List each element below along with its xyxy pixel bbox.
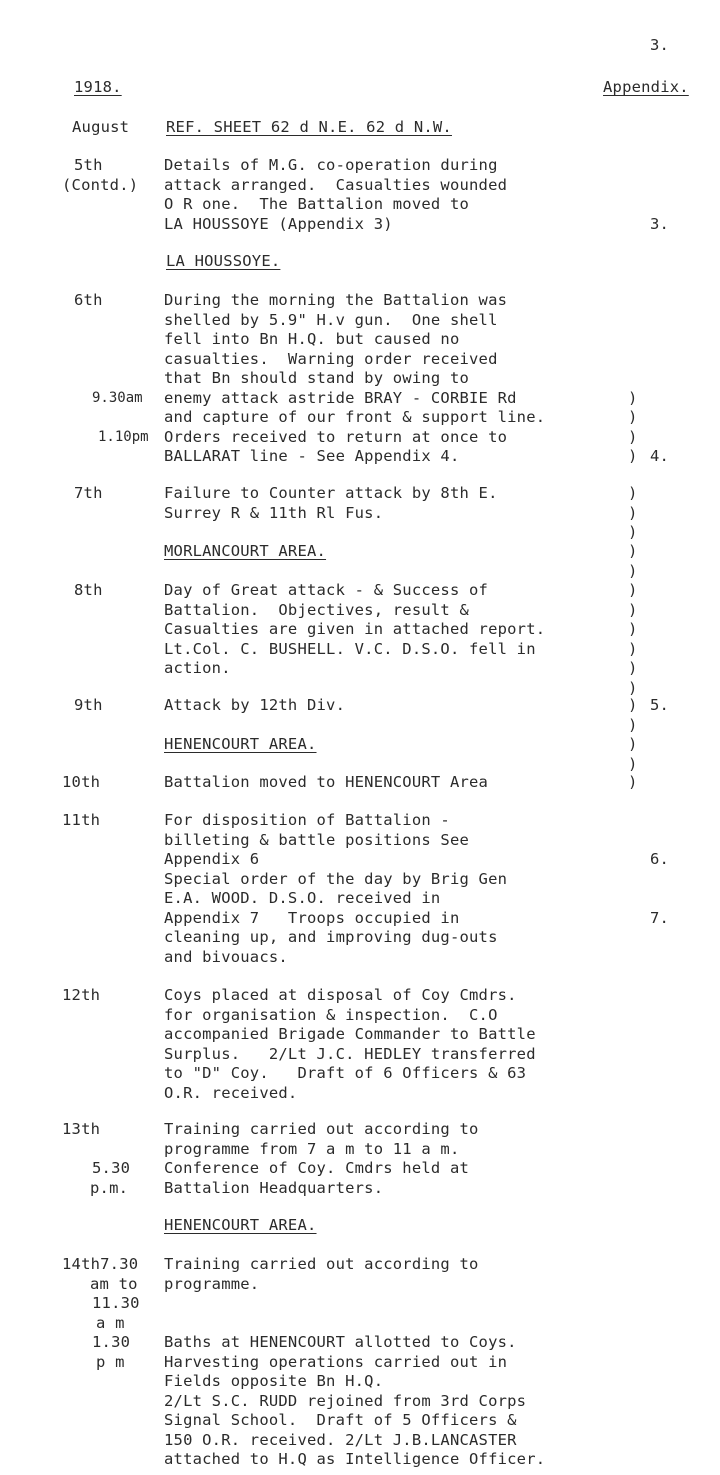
section-heading-henencourt: HENENCOURT AREA. — [164, 735, 317, 753]
entry-date-11th: 11th — [62, 811, 101, 829]
entry-14th-time-5: p m — [96, 1352, 125, 1371]
entry-10th-line-1: Battalion moved to HENENCOURT Area — [164, 773, 489, 791]
appendix-ref-4: 4. — [650, 447, 670, 465]
section-heading-morlancourt: MORLANCOURT AREA. — [164, 542, 327, 560]
entry-13th-line-4: Battalion Headquarters. — [164, 1178, 384, 1197]
appendix-ref-5: 5. — [650, 696, 670, 714]
entry-11th-line-3: Appendix 6 — [164, 850, 260, 868]
entry-6th-line-4: casualties. Warning order received — [164, 349, 498, 368]
entry-date-6th: 6th — [74, 291, 103, 309]
entry-12th-line-5: to "D" Coy. Draft of 6 Officers & 63 — [164, 1064, 527, 1082]
entry-14th-line-6: 2/Lt S.C. RUDD rejoined from 3rd Corps — [164, 1391, 527, 1410]
entry-14th-line-7: Signal School. Draft of 5 Officers & — [164, 1411, 517, 1429]
entry-8th-line-5: action. — [164, 659, 231, 677]
reference-sheet: REF. SHEET 62 d N.E. 62 d N.W. — [166, 118, 452, 136]
entry-13th-line-3: Conference of Coy. Cmdrs held at — [164, 1159, 470, 1177]
bracket-mark: ) — [628, 503, 638, 522]
entry-5th-line-4: LA HOUSSOYE (Appendix 3) — [164, 214, 393, 233]
entry-date-14th: 14th7.30 — [62, 1255, 139, 1273]
bracket-mark: ) — [628, 715, 638, 734]
entry-date-5th: 5th — [74, 156, 103, 174]
year-heading: 1918. — [74, 78, 122, 96]
section-heading-henencourt: HENENCOURT AREA. — [164, 1216, 317, 1234]
entry-14th-line-5: Fields opposite Bn H.Q. — [164, 1372, 384, 1390]
entry-date-10th: 10th — [62, 773, 101, 791]
entry-6th-line-6: enemy attack astride BRAY - CORBIE Rd — [164, 388, 517, 407]
entry-11th-line-6: Appendix 7 Troops occupied in — [164, 908, 460, 927]
entry-13th-line-1: Training carried out according to — [164, 1120, 479, 1138]
entry-14th-line-1: Training carried out according to — [164, 1255, 479, 1273]
entry-14th-time-3: a m — [96, 1313, 125, 1332]
bracket-mark: ) — [628, 773, 638, 791]
entry-14th-line-2: programme. — [164, 1274, 260, 1293]
entry-6th-line-3: fell into Bn H.Q. but caused no — [164, 330, 460, 348]
entry-13th-time-suffix: p.m. — [90, 1178, 129, 1197]
entry-11th-line-5: E.A. WOOD. D.S.O. received in — [164, 889, 441, 907]
entry-6th-line-5: that Bn should stand by owing to — [164, 369, 470, 387]
bracket-mark: ) — [628, 542, 638, 560]
entry-14th-time-1: am to — [90, 1274, 138, 1293]
entry-12th-line-3: accompanied Brigade Commander to Battle — [164, 1025, 536, 1043]
entry-12th-line-4: Surplus. 2/Lt J.C. HEDLEY transferred — [164, 1044, 536, 1063]
entry-6th-line-9: BALLARAT line - See Appendix 4. — [164, 447, 460, 465]
entry-11th-line-7: cleaning up, and improving dug-outs — [164, 928, 498, 946]
entry-date-13th: 13th — [62, 1120, 101, 1138]
entry-11th-line-8: and bivouacs. — [164, 947, 288, 966]
entry-6th-line-7: and capture of our front & support line. — [164, 408, 546, 426]
entry-13th-time: 5.30 — [92, 1159, 131, 1177]
entry-5th-line-3: O R one. The Battalion moved to — [164, 195, 470, 213]
bracket-mark: ) — [628, 659, 638, 677]
entry-8th-line-2: Battalion. Objectives, result & — [164, 600, 470, 619]
entry-5th-line-2: attack arranged. Casualties wounded — [164, 175, 508, 194]
entry-12th-line-1: Coys placed at disposal of Coy Cmdrs. — [164, 986, 517, 1004]
entry-9th-line-1: Attack by 12th Div. — [164, 696, 346, 714]
entry-5th-line-1: Details of M.G. co-operation during — [164, 156, 498, 174]
entry-11th-line-1: For disposition of Battalion - — [164, 811, 450, 829]
entry-8th-line-1: Day of Great attack - & Success of — [164, 581, 489, 599]
section-heading-la-houssoye: LA HOUSSOYE. — [166, 252, 281, 270]
entry-6th-line-2: shelled by 5.9" H.v gun. One shell — [164, 310, 498, 329]
entry-14th-line-8: 150 O.R. received. 2/Lt J.B.LANCASTER — [164, 1430, 517, 1449]
appendix-ref-3: 3. — [650, 214, 670, 233]
entry-6th-time-0930: 9.30am — [92, 389, 143, 406]
bracket-mark: ) — [628, 754, 638, 773]
entry-date-7th: 7th — [74, 484, 103, 502]
entry-14th-line-3: Baths at HENENCOURT allotted to Coys. — [164, 1333, 517, 1351]
entry-date-9th: 9th — [74, 696, 103, 714]
entry-11th-line-2: billeting & battle positions See — [164, 830, 470, 849]
bracket-mark: ) — [628, 581, 638, 599]
appendix-ref-7: 7. — [650, 908, 670, 927]
bracket-mark: ) — [628, 561, 638, 580]
entry-7th-line-1: Failure to Counter attack by 8th E. — [164, 484, 498, 502]
entry-14th-line-9: attached to H.Q as Intelligence Officer. — [164, 1450, 546, 1468]
entry-6th-line-8: Orders received to return at once to — [164, 427, 508, 446]
entry-date-contd: (Contd.) — [62, 175, 139, 194]
bracket-mark: ) — [628, 620, 638, 638]
bracket-mark: ) — [628, 484, 638, 502]
entry-12th-line-6: O.R. received. — [164, 1083, 298, 1102]
month-label: August — [72, 118, 130, 136]
entry-13th-line-2: programme from 7 a m to 11 a m. — [164, 1139, 460, 1158]
entry-14th-time-4: 1.30 — [92, 1333, 131, 1351]
bracket-mark: ) — [628, 735, 638, 753]
entry-8th-line-4: Lt.Col. C. BUSHELL. V.C. D.S.O. fell in — [164, 639, 536, 658]
entry-date-8th: 8th — [74, 581, 103, 599]
bracket-mark: ) — [628, 447, 638, 465]
bracket-mark: ) — [628, 388, 638, 407]
page-number: 3. — [650, 36, 670, 54]
bracket-mark: ) — [628, 639, 638, 658]
entry-6th-line-1: During the morning the Battalion was — [164, 291, 508, 309]
appendix-ref-6: 6. — [650, 850, 670, 868]
entry-8th-line-3: Casualties are given in attached report. — [164, 620, 546, 638]
bracket-mark: ) — [628, 678, 638, 697]
bracket-mark: ) — [628, 408, 638, 426]
bracket-mark: ) — [628, 600, 638, 619]
bracket-mark: ) — [628, 427, 638, 446]
entry-7th-line-2: Surrey R & 11th Rl Fus. — [164, 503, 384, 522]
entry-14th-time-2: 11.30 — [92, 1294, 140, 1312]
entry-14th-line-4: Harvesting operations carried out in — [164, 1352, 508, 1371]
entry-12th-line-2: for organisation & inspection. C.O — [164, 1005, 498, 1024]
appendix-column-heading: Appendix. — [603, 78, 689, 96]
entry-6th-time-1010: 1.10pm — [98, 428, 149, 445]
entry-11th-line-4: Special order of the day by Brig Gen — [164, 869, 508, 888]
bracket-mark: ) — [628, 696, 638, 714]
entry-date-12th: 12th — [62, 986, 101, 1004]
bracket-mark: ) — [628, 523, 638, 541]
